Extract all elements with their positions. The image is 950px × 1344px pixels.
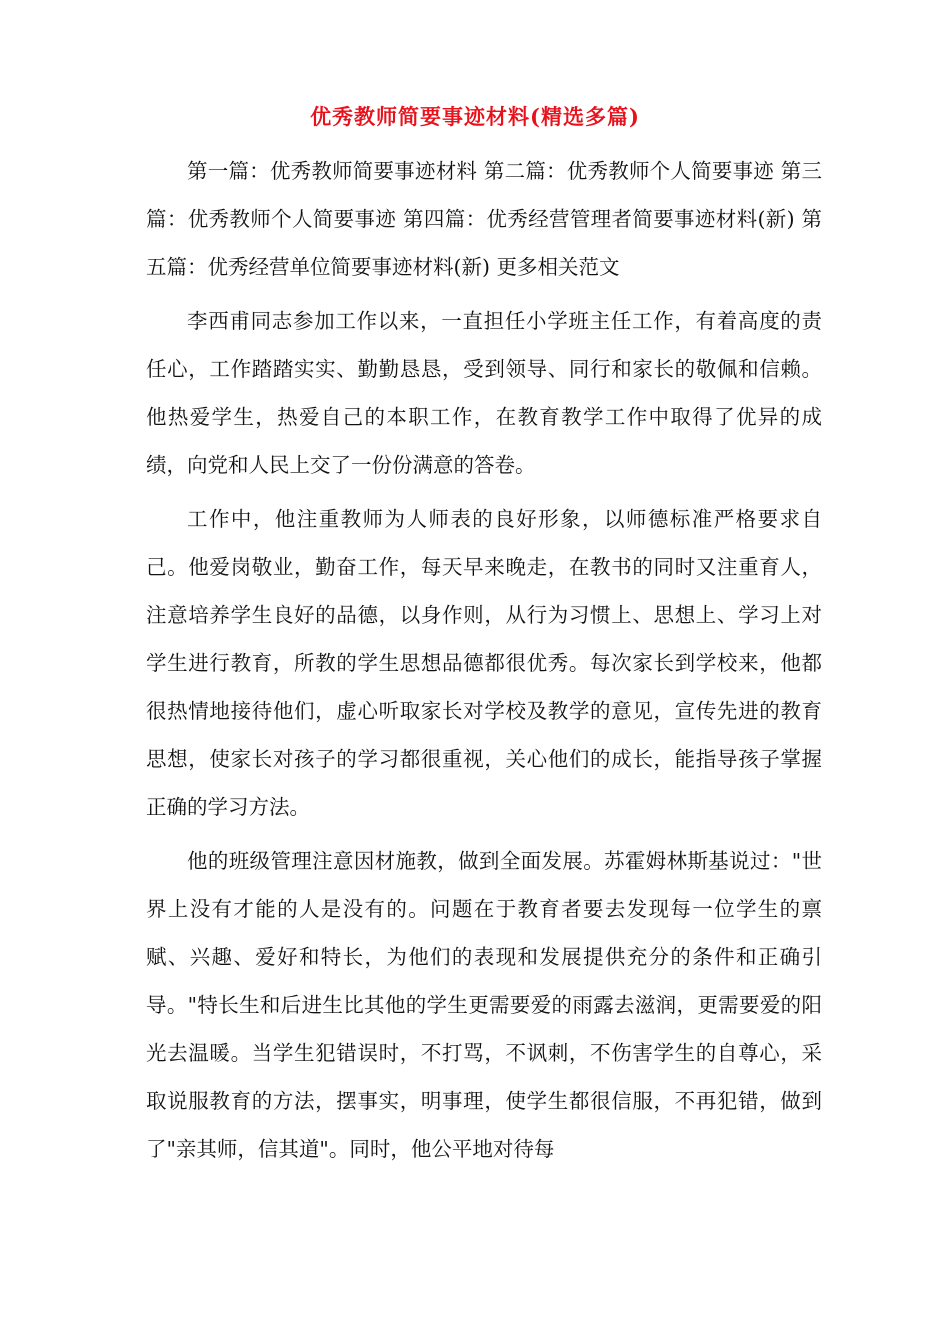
body-paragraph-2 xyxy=(146,495,822,831)
paragraph-text: 李西甫同志参加工作以来，一直担任小学班主任工作，有着高度的责任心，工作踏踏实实、勤勤恳恳，受到领导、同行和家长的敬佩和信赖。他热爱学生，热爱自己的本职工作，在教育教学工作中取得了优异的成绩，向党和人民上交了一份份满意的答卷。 xyxy=(146,309,822,477)
paragraph-text: 工作中，他注重教师为人师表的良好形象，以师德标准严格要求自己。他爱岗敬业，勤奋工作，每天早来晚走，在教书的同时又注重育人，注意培养学生良好的品德，以身作则，从行为习惯上、思想上、学习上对学生进行教育，所教的学生思想品德都很优秀。每次家长到学校来，他都很热情地接待他们，虚心听取家长对学校及教学的意见，宣传先进的教育思想，使家长对孩子的学习都很重视，关心他们的成长，能指导孩子掌握正确的学习方法。 xyxy=(146,507,822,819)
paragraph-text: 他的班级管理注意因材施教，做到全面发展。苏霍姆林斯基说过："世界上没有才能的人是没有的。问题在于教育者要去发现每一位学生的禀赋、兴趣、爱好和特长，为他们的表现和发展提供充分的条件和正确引导。"特长生和后进生比其他的学生更需要爱的雨露去滋润，更需要爱的阳光去温暖。当学生犯错误时，不打骂，不讽刺，不伤害学生的自尊心，采取说服教育的方法，摆事实，明事理，使学生都很信服，不再犯错，做到了"亲其师，信其道"。同时，他公平地对待每 xyxy=(146,849,822,1161)
body-paragraph-1 xyxy=(146,297,822,489)
table-of-contents-paragraph xyxy=(146,147,822,291)
document-title: 优秀教师简要事迹材料(精选多篇) xyxy=(310,104,640,129)
body-paragraph-3 xyxy=(146,837,822,1173)
intro-text: 第一篇：优秀教师简要事迹材料 第二篇：优秀教师个人简要事迹 第三篇：优秀教师个人简要事迹 第四篇：优秀经营管理者简要事迹材料(新) 第五篇：优秀经营单位简要事迹材料(新) 更多相关范文 xyxy=(146,159,822,279)
